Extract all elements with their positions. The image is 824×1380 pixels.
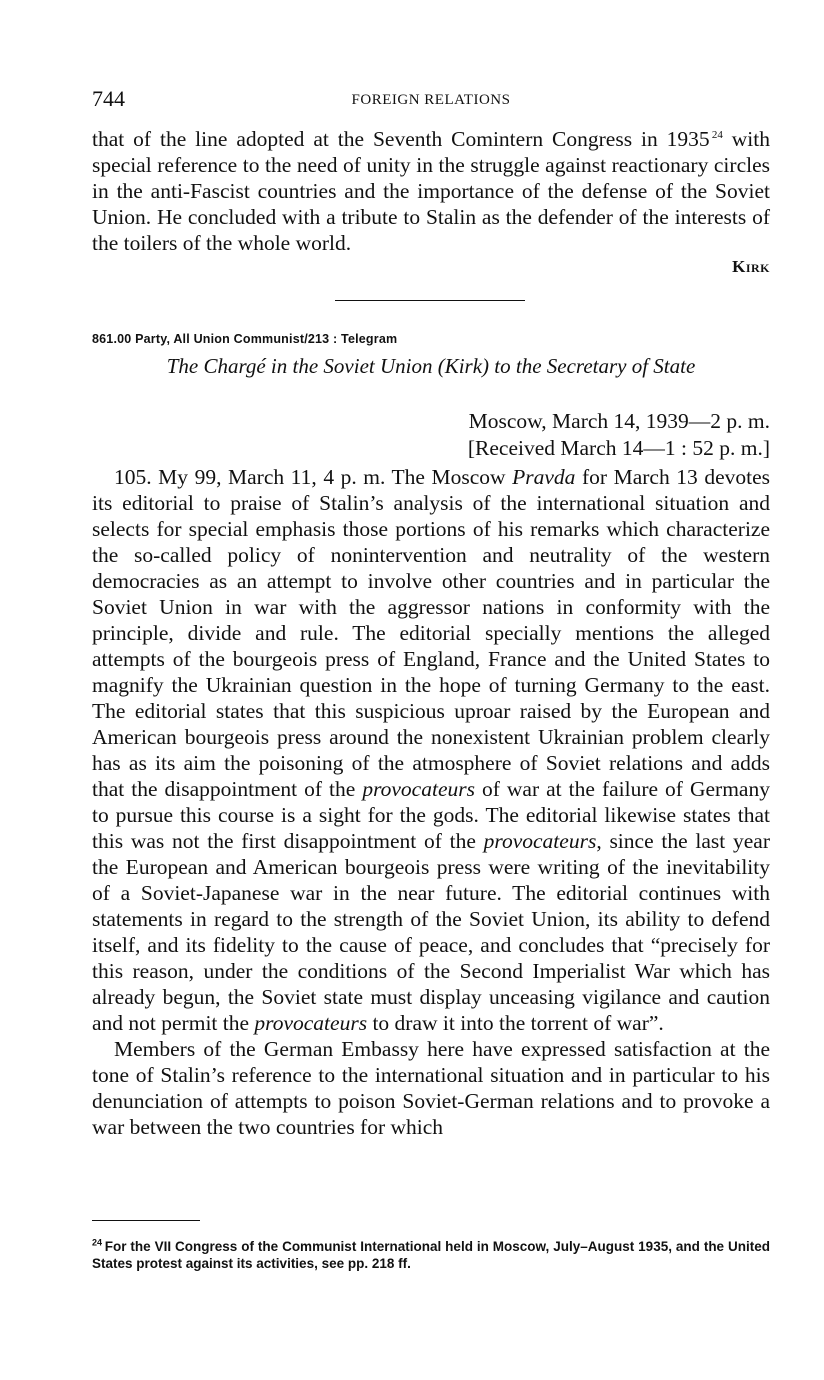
paragraph-1: 105. My 99, March 11, 4 p. m. The Moscow Pravda for March 13 devotes its editorial to praise of Stalin’s analysis of the international situation and selects for special emphasis those portions of his remarks which characterize the so-called policy of nonintervention and neutrality of the western democracies as an attempt to involve other countries and in particular the Soviet Union in war with the aggressor nations in conformity with the principle, divide and rule. The editorial specially mentions the alleged attempts of the bourgeois press of England, France and the United States to magnify the Ukrainian question in the hope of turning Germany to the east. The editorial states that this suspicious uproar raised by the European and American bourgeois press around the nonexistent Ukrainian problem clearly has as its aim the poisoning of the atmosphere of Soviet relations and adds that the disappointment of the provocateurs of war at the failure of Germany to pursue this course is a sight for the gods. The editorial likewise states that this was not the first disappointment of the provocateurs, since the last year the European and American bourgeois press were writing of the inevitability of a Soviet-Japanese war in the near future. The editorial continues with statements in regard to the strength of the Soviet Union, its ability to defend itself, and its fidelity to the cause of peace, and concludes that “precisely for this reason, under the conditions of the Second Imperialist War which has already begun, the Soviet state must display unceasing vigilance and caution and not permit the provocateurs to draw it into the torrent of war”. <box>92 465 771 1035</box>
continuation-paragraph <box>92 126 770 256</box>
dateline <box>468 408 770 462</box>
footnote-rule <box>92 1220 200 1221</box>
running-title: FOREIGN RELATIONS <box>351 92 511 108</box>
footnote-reference: 24 <box>711 128 723 141</box>
provocateurs-term: provocateurs <box>254 1011 368 1035</box>
page-number: 744 <box>92 86 125 111</box>
section-divider <box>335 300 525 301</box>
signature: Kirk <box>732 257 770 276</box>
footnote-mark: 24 <box>92 1237 103 1248</box>
telegram-body <box>92 464 770 1140</box>
footnote <box>92 1238 770 1272</box>
date-sent: Moscow, March 14, 1939—2 p. m. <box>468 409 770 433</box>
pravda-title: Pravda <box>512 465 576 489</box>
paragraph-2: Members of the German Embassy here have expressed satisfaction at the tone of Stalin’s reference to the international situation and in particular to his denunciation of attempts to poison Soviet-German relations and to provoke a war between the two countries for which <box>92 1037 770 1139</box>
continuation-text: that of the line adopted at the Seventh Comintern Congress in 1935 <box>92 127 710 151</box>
page-header <box>92 86 770 116</box>
provocateurs-term: provocateurs <box>483 829 597 853</box>
continuation-text-rest: with special reference to the need of unity in the struggle against reactionary circles in the anti-Fascist countries and the importance of the defense of the Soviet Union. He concluded with a tribute to Stalin as the defender of the interests of the toilers of the whole world. <box>92 127 770 255</box>
document-title: The Chargé in the Soviet Union (Kirk) to the Secretary of State <box>166 354 696 378</box>
provocateurs-term: provocateurs <box>362 777 475 801</box>
file-reference: 861.00 Party, All Union Communist/213 : Telegram <box>92 332 398 346</box>
date-received: [Received March 14—1 : 52 p. m.] <box>467 436 770 460</box>
previous-document-continuation <box>92 126 770 280</box>
footnote-text: For the VII Congress of the Communist International held in Moscow, July–August 1935, and the United States protest against its activities, see pp. 218 ff. <box>92 1239 770 1271</box>
